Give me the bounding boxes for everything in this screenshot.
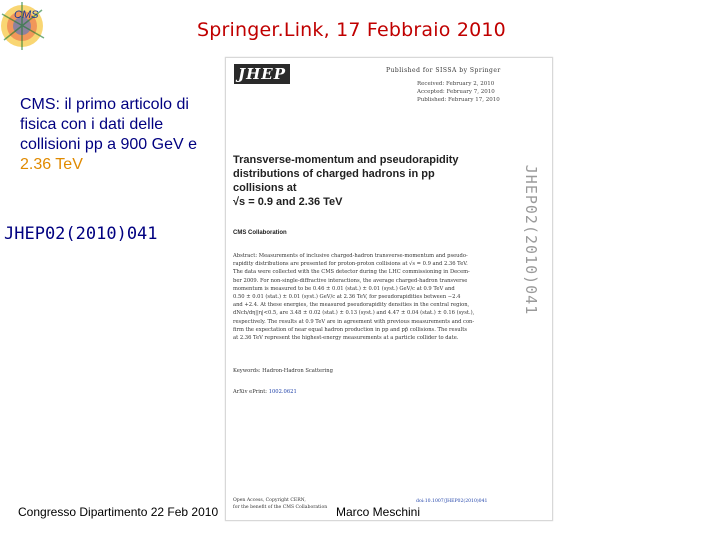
- arxiv-link[interactable]: 1002.0621: [268, 389, 297, 395]
- paper-title-line: distributions of charged hadrons in pp collisions at: [233, 168, 435, 194]
- slide-title: Springer.Link, 17 Febbraio 2010: [197, 19, 506, 41]
- paper-title-line: Transverse-momentum and pseudorapidity: [233, 154, 459, 166]
- abstract-line: rapidity distributions are presented for proton-proton collisions at √s = 0.9 and 2.36 TeV.: [233, 261, 468, 268]
- arxiv-eprint: [233, 389, 297, 395]
- paper-side-identifier: [518, 150, 544, 330]
- paper-dates: [417, 80, 500, 104]
- open-access-line: Open Access, Copyright CERN,: [233, 498, 306, 503]
- jhep-logo: JHEP: [234, 64, 290, 84]
- publisher-line: Published for SISSA by Springer: [386, 67, 501, 74]
- doi-link[interactable]: doi:10.1007/JHEP02(2010)041: [416, 499, 488, 504]
- abstract-line: Abstract: Measurements of inclusive charged-hadron transverse-momentum and pseudo-: [233, 253, 468, 259]
- open-access-note: [233, 498, 327, 511]
- cms-logo: [0, 0, 50, 52]
- paper-thumbnail: [225, 57, 553, 521]
- paper-abstract: [233, 252, 503, 342]
- accepted-date: Accepted: February 7, 2010: [417, 89, 495, 95]
- abstract-line: ber 2009. For non-single-diffractive interactions, the average charged-hadron transverse: [233, 277, 468, 284]
- open-access-line: for the benefit of the CMS Collaboration: [233, 504, 328, 510]
- abstract-line: at 2.36 TeV represent the highest-energy measurements at a particle collider to date.: [233, 335, 459, 342]
- footer-author: Marco Meschini: [336, 505, 421, 519]
- published-date: Published: February 17, 2010: [417, 97, 500, 103]
- abstract-line: respectively. The results at 0.9 TeV are in agreement with previous measurements and con-: [233, 318, 475, 325]
- abstract-line: The data were collected with the CMS detector during the LHC commissioning in Decem-: [233, 269, 470, 276]
- paper-authors: CMS Collaboration: [233, 230, 287, 236]
- paper-title-line: √s = 0.9 and 2.36 TeV: [233, 196, 343, 208]
- slide-description: [20, 95, 220, 175]
- abstract-line: and +2.4. At these energies, the measured pseudorapidity densities in the central region,: [233, 302, 470, 309]
- received-date: Received: February 2, 2010: [417, 81, 495, 87]
- side-identifier-text: JHEP02(2010)041: [522, 164, 540, 316]
- arxiv-label: ArXiv ePrint:: [233, 389, 269, 395]
- footer-event: Congresso Dipartimento 22 Feb 2010: [18, 505, 219, 519]
- description-highlight: 2.36 TeV: [20, 156, 83, 173]
- journal-reference: JHEP02(2010)041: [4, 224, 158, 244]
- paper-keywords: Keywords: Hadron-Hadron Scattering: [233, 368, 333, 374]
- abstract-line: firm the expectation of near equal hadron production in pp and pp̄ collisions. The results: [233, 326, 467, 333]
- abstract-line: dNch/dη||η|<0.5, are 3.48 ± 0.02 (stat.) ± 0.13 (syst.) and 4.47 ± 0.04 (stat.) ± 0.16 (syst.),: [233, 310, 475, 317]
- abstract-line: 0.50 ± 0.01 (stat.) ± 0.01 (syst.) GeV/c at 2.36 TeV, for pseudorapidities between −2.4: [233, 294, 461, 301]
- abstract-line: momentum is measured to be 0.46 ± 0.01 (stat.) ± 0.01 (syst.) GeV/c at 0.9 TeV and: [233, 285, 455, 292]
- cms-logo-text: CMS: [14, 9, 39, 21]
- description-text: CMS: il primo articolo di fisica con i dati delle collisioni pp a 900 GeV e: [20, 96, 197, 153]
- paper-title: [233, 153, 488, 209]
